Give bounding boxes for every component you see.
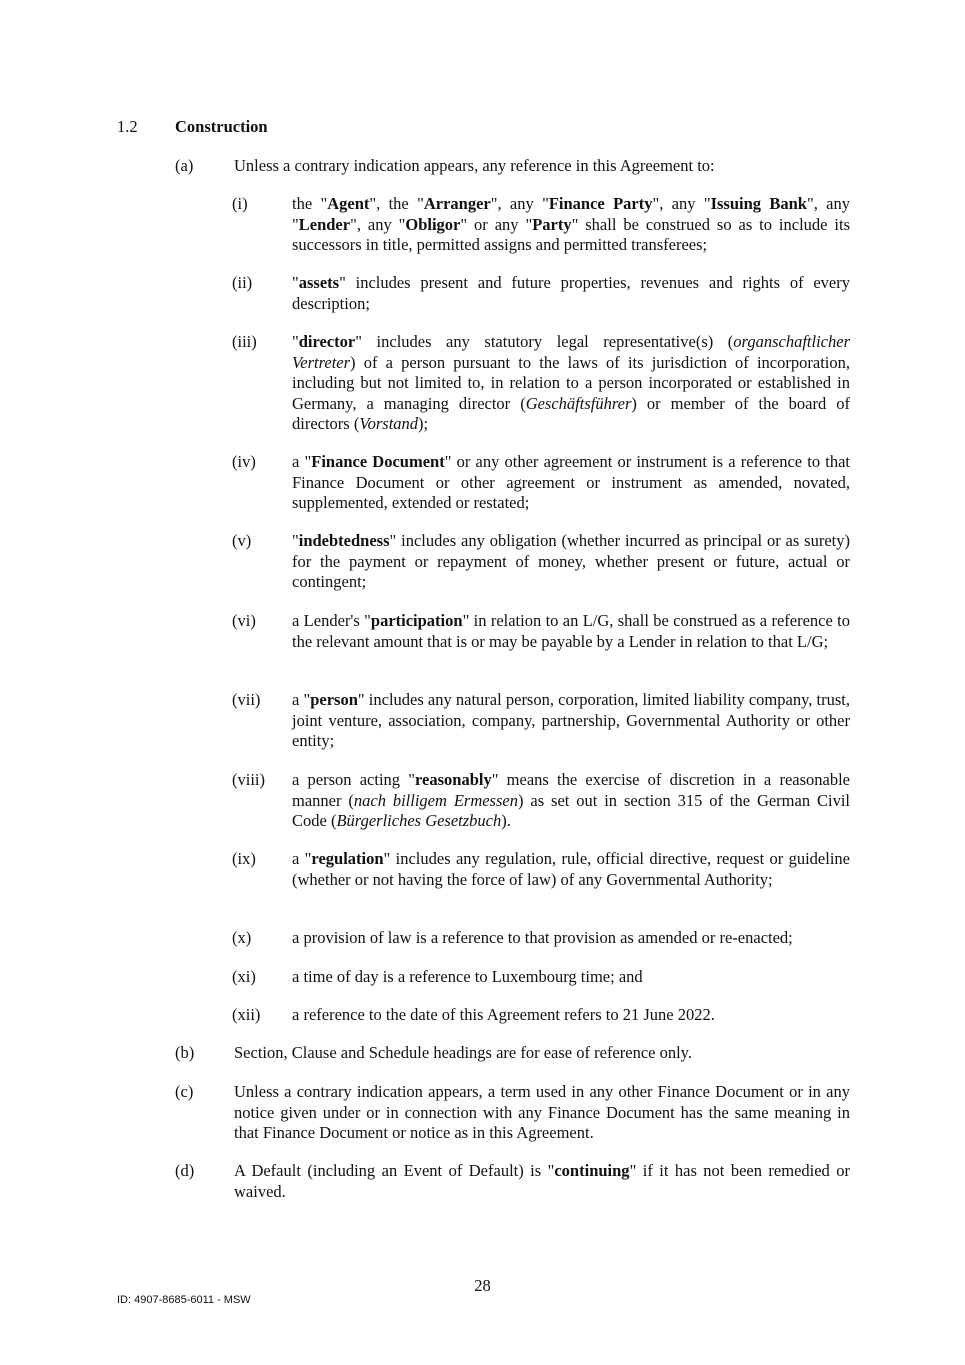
subclause-label: (vi) bbox=[232, 611, 256, 630]
subclause-text: "indebtedness" includes any obligation (whether incurred as principal or as surety) for the payment or repayment of money, whether present or future, actual or contingent; bbox=[292, 531, 850, 591]
subclause-label: (v) bbox=[232, 531, 252, 550]
subclause-label: (iv) bbox=[232, 452, 256, 471]
section-title: Construction bbox=[175, 117, 268, 136]
clause-label: (d) bbox=[175, 1161, 195, 1180]
clause-label: (b) bbox=[175, 1043, 195, 1062]
subclause-text: a Lender's "participation" in relation to an L/G, shall be construed as a reference to the relevant amount that is or may be payable by a Lender in relation to that L/G; bbox=[292, 611, 850, 651]
subclause-label: (iii) bbox=[232, 332, 257, 351]
subclause-label: (i) bbox=[232, 194, 248, 213]
clause-text: Section, Clause and Schedule headings are for ease of reference only. bbox=[234, 1043, 692, 1062]
subclause-text: a "regulation" includes any regulation, rule, official directive, request or guideline (whether or not having the force of law) of any Governmental Authority; bbox=[292, 849, 850, 889]
subclause-label: (ii) bbox=[232, 273, 253, 292]
subclause-label: (ix) bbox=[232, 849, 256, 868]
clause-label: (c) bbox=[175, 1082, 194, 1101]
subclause-text: a time of day is a reference to Luxembourg time; and bbox=[292, 967, 643, 986]
subclause-label: (xii) bbox=[232, 1005, 261, 1024]
subclause-label: (vii) bbox=[232, 690, 261, 709]
page-number: 28 bbox=[474, 1276, 491, 1295]
subclause-text: the "Agent", the "Arranger", any "Finance Party", any "Issuing Bank", any "Lender", any "Obligor" or any "Party" shall be construed so as to include its successors in title, permitted assigns and permitted transferees; bbox=[292, 194, 851, 254]
subclause-label: (x) bbox=[232, 928, 252, 947]
subclause-text: a person acting "reasonably" means the exercise of discretion in a reasonable manner (nach billigem Ermessen) as set out in section 315 of the German Civil Code (Bürgerliches Gesetzbuch). bbox=[292, 770, 850, 830]
subclause-label: (viii) bbox=[232, 770, 265, 789]
subclause-text: a "Finance Document" or any other agreement or instrument is a reference to that Finance Document or other agreement or instrument as amended, novated, supplemented, extended or restated; bbox=[292, 452, 850, 512]
section-number: 1.2 bbox=[117, 117, 138, 136]
document-id: ID: 4907-8685-6011 - MSW bbox=[117, 1294, 251, 1306]
clause-text: Unless a contrary indication appears, any reference in this Agreement to: bbox=[234, 156, 715, 175]
subclause-text: a reference to the date of this Agreement refers to 21 June 2022. bbox=[292, 1005, 715, 1024]
subclause-label: (xi) bbox=[232, 967, 256, 986]
subclause-text: "director" includes any statutory legal representative(s) (organschaftlicher Vertreter) of a person pursuant to the laws of its jurisdiction of incorporation, including but not limited to, in relation to a person incorporated or established in Germany, a managing director (Geschäftsführer) or member of the board of directors (Vorstand); bbox=[292, 332, 850, 433]
clause-text: A Default (including an Event of Default) is "continuing" if it has not been remedied or waived. bbox=[234, 1161, 850, 1201]
subclause-text: a provision of law is a reference to that provision as amended or re-enacted; bbox=[292, 928, 793, 947]
subclause-text: "assets" includes present and future properties, revenues and rights of every description; bbox=[292, 273, 850, 313]
subclause-text: a "person" includes any natural person, corporation, limited liability company, trust, joint venture, association, company, partnership, Governmental Authority or other entity; bbox=[292, 690, 850, 750]
clause-label: (a) bbox=[175, 156, 194, 175]
clause-text: Unless a contrary indication appears, a term used in any other Finance Document or in any notice given under or in connection with any Finance Document has the same meaning in that Finance Document or notice as in this Agreement. bbox=[234, 1082, 850, 1142]
